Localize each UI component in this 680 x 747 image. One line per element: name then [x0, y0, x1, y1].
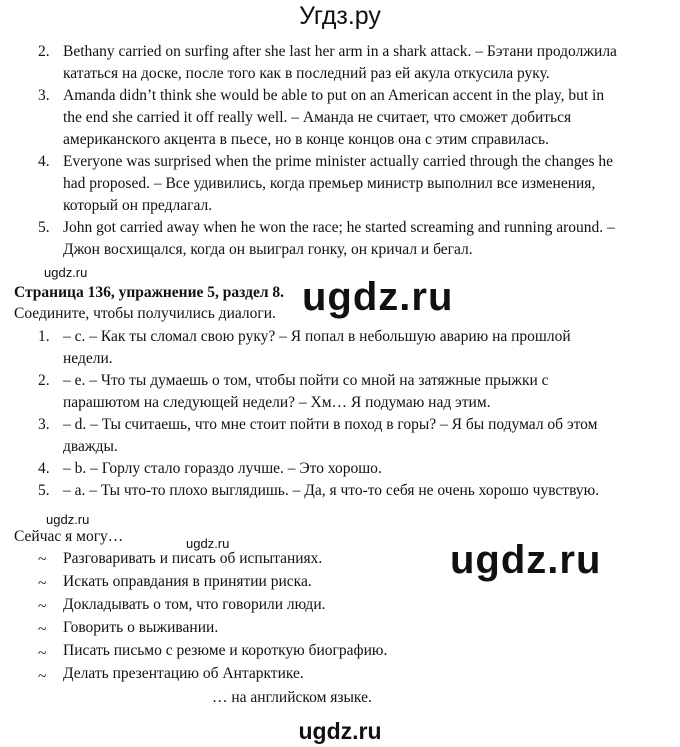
- list-number: 2.: [38, 372, 50, 389]
- list-item-line: Bethany carried on surfing after she last her arm in a shark attack. – Бэтани продолжила: [63, 43, 617, 60]
- watermark-big: ugdz.ru: [450, 538, 602, 582]
- list-number: 4.: [38, 460, 50, 477]
- section-heading: Страница 136, упражнение 5, раздел 8.: [14, 284, 285, 301]
- dialogue-line: – e. – Что ты думаешь о том, чтобы пойти со мной на затяжные прыжки с: [63, 372, 549, 389]
- list-item-line: the end she carried it off really well. – Аманда не считает, что сможет добиться: [63, 109, 572, 126]
- tilde-bullet: ~: [38, 668, 47, 685]
- list-item-line: Джон восхищался, когда он выиграл гонку, он кричал и бегал.: [63, 241, 473, 258]
- site-logo-top: Угдз.ру: [299, 2, 381, 30]
- tilde-bullet: ~: [38, 575, 47, 592]
- list-number: 3.: [38, 416, 50, 433]
- can-do-intro: Сейчас я могу…: [14, 528, 124, 545]
- list-item-line: который он предлагал.: [63, 197, 213, 214]
- list-number: 2.: [38, 43, 50, 60]
- list-number: 3.: [38, 87, 50, 104]
- list-item-line: американского акцента в пьесе, но в конце концов она с этим справилась.: [63, 131, 549, 148]
- dialogue-line: – c. – Как ты сломал свою руку? – Я попал в небольшую аварию на прошлой: [63, 328, 571, 345]
- tilde-bullet: ~: [38, 645, 47, 662]
- list-item-line: кататься на доске, после того как в последний раз ей акула откусила руку.: [63, 65, 550, 82]
- can-do-item: Разговаривать и писать об испытаниях.: [63, 550, 323, 567]
- can-do-item: Писать письмо с резюме и короткую биографию.: [63, 642, 388, 659]
- can-do-item: Докладывать о том, что говорили люди.: [63, 596, 326, 613]
- can-do-item: Делать презентацию об Антарктике.: [63, 665, 304, 682]
- watermark-small: ugdz.ru: [46, 512, 90, 527]
- dialogue-line: – a. – Ты что-то плохо выглядишь. – Да, я что-то себя не очень хорошо чувствую.: [63, 482, 600, 499]
- closing-text: … на английском языке.: [212, 689, 372, 706]
- list-number: 1.: [38, 328, 50, 345]
- dialogue-line: – b. – Горлу стало гораздо лучше. – Это хорошо.: [63, 460, 382, 477]
- list-number: 5.: [38, 219, 50, 236]
- list-item-line: Amanda didn’t think she would be able to put on an American accent in the play, but in: [63, 87, 605, 104]
- tilde-bullet: ~: [38, 598, 47, 615]
- can-do-item: Говорить о выживании.: [63, 619, 219, 636]
- list-item-line: John got carried away when he won the race; he started screaming and running around. –: [63, 219, 615, 236]
- list-item-line: had proposed. – Все удивились, когда премьер министр выполнил все изменения,: [63, 175, 596, 192]
- dialogue-line: – d. – Ты считаешь, что мне стоит пойти в поход в горы? – Я бы подумал об этом: [63, 416, 598, 433]
- list-number: 4.: [38, 153, 50, 170]
- instruction-text: Соедините, чтобы получились диалоги.: [14, 305, 276, 322]
- site-logo-bottom: ugdz.ru: [298, 718, 382, 744]
- dialogue-line: недели.: [63, 350, 113, 367]
- dialogue-line: парашютом на следующей недели? – Хм… Я подумаю над этим.: [63, 394, 491, 411]
- watermark-small: ugdz.ru: [44, 265, 88, 280]
- can-do-item: Искать оправдания в принятии риска.: [63, 573, 312, 590]
- watermark-big: ugdz.ru: [302, 275, 454, 319]
- tilde-bullet: ~: [38, 621, 47, 638]
- list-item-line: Everyone was surprised when the prime minister actually carried through the changes he: [63, 153, 614, 170]
- dialogue-line: дважды.: [63, 438, 118, 455]
- tilde-bullet: ~: [38, 551, 47, 568]
- watermark-small: ugdz.ru: [186, 536, 230, 551]
- list-number: 5.: [38, 482, 50, 499]
